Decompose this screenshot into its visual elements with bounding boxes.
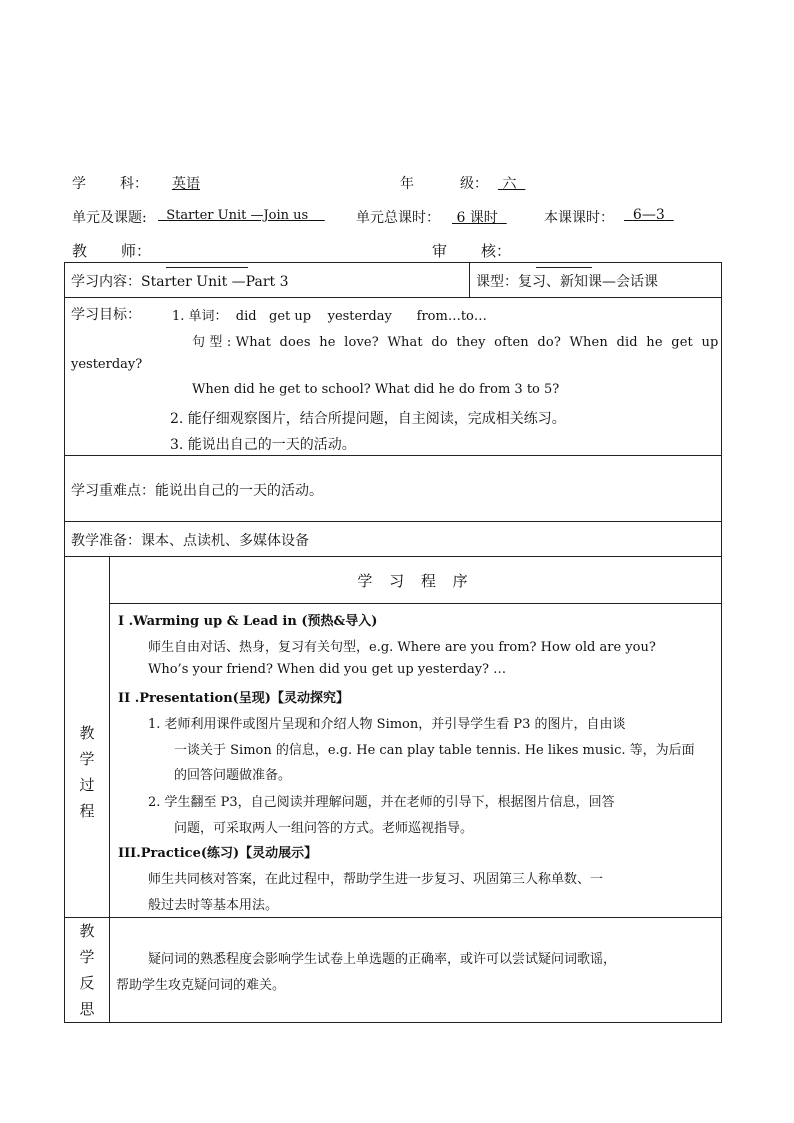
reflection-line-1: 疑问词的熟悉程度会影响学生试卷上单选题的正确率，或许可以尝试疑问词歌谣， (148, 952, 617, 967)
section-3-line-1: 师生共同核对答案，在此过程中，帮助学生进一步复习、巩固第三人称单数、一 (148, 872, 604, 887)
goal-1: 1. 单词： did get up yesterday from…to… (172, 309, 487, 324)
section-3-title: III.Practice(练习)【灵动展示】 (118, 846, 318, 861)
goals-label: 学习目标： (71, 307, 141, 323)
grade-label: 年 级： (400, 176, 488, 192)
key-points-cell (65, 456, 722, 522)
lesson-value: 6—3 (632, 207, 665, 223)
reflection-body-cell (110, 918, 722, 1023)
goal-2: 2. 能仔细观察图片，结合所提问题，自主阅读，完成相关练习。 (170, 411, 566, 427)
unit-total-value: 6 课时 (456, 210, 498, 226)
type-cell (470, 263, 722, 298)
key-points: 学习重难点：能说出自己的一天的活动。 (71, 483, 323, 499)
subject-value: 英语 (172, 176, 200, 192)
reflection-line-2: 帮助学生攻克疑问词的难关。 (116, 978, 286, 993)
goal-3: 3. 能说出自己的一天的活动。 (170, 437, 356, 453)
reflection-side-label: 教 学 反 思 (79, 922, 95, 1018)
section-3-line-2: 般过去时等基本用法。 (148, 898, 279, 913)
reflection-side-cell (65, 918, 110, 1023)
process-side-cell (65, 557, 110, 918)
lesson-type: 课型：复习、新知课—会话课 (476, 274, 658, 290)
section-2-title: II .Presentation(呈现)【灵动探究】 (118, 691, 349, 706)
teaching-prep: 教学准备：课本、点读机、多媒体设备 (71, 533, 309, 549)
section-1-line-1: 师生自由对话、热身，复习有关句型，e.g. Where are you from? How old are you? (148, 640, 656, 655)
learning-content: 学习内容：Starter Unit —Part 3 (71, 274, 289, 290)
subject-label: 学 科： (72, 176, 148, 192)
section-2-p1-line-2: 一谈关于 Simon 的信息，e.g. He can play table tennis. He likes music. 等，为后面 (174, 743, 695, 758)
process-header-cell (110, 557, 722, 604)
teacher-label: 教 师： (72, 242, 152, 260)
lesson-plan-table (64, 262, 722, 1023)
goal-1-patterns: 句 型 : What does he love? What do they often do? When did he get up (192, 335, 719, 350)
section-2-p2-line-2: 问题，可采取两人一组问答的方式。老师巡视指导。 (174, 821, 474, 836)
prep-cell (65, 522, 722, 557)
process-header: 学 习 程 序 (357, 571, 474, 590)
section-1-title: I .Warming up & Lead in (预热&导入) (118, 614, 378, 629)
unit-label: 单元及课题: (72, 210, 147, 226)
content-cell (65, 263, 470, 298)
section-2-p1-line-3: 的回答问题做准备。 (174, 768, 292, 783)
unit-value: Starter Unit —Join us (166, 208, 309, 223)
process-body-cell (110, 604, 722, 918)
unit-total-label: 单元总课时： (356, 210, 440, 226)
lesson-label: 本课课时： (544, 210, 614, 226)
goals-cell (65, 298, 722, 456)
goal-1-patterns-cont: yesterday? (71, 357, 143, 372)
process-side-label: 教 学 过 程 (79, 724, 95, 820)
section-2-p2-line-1: 2. 学生翻至 P3，自己阅读并理解问题，并在老师的引导下，根据图片信息，回答 (148, 795, 615, 810)
grade-value: 六 (502, 176, 517, 192)
review-label: 审 核： (432, 242, 512, 260)
goal-1-patterns-2: When did he get to school? What did he do from 3 to 5? (192, 382, 560, 397)
section-1-line-2: Who’s your friend? When did you get up yesterday? … (148, 662, 507, 677)
section-2-p1-line-1: 1. 老师利用课件或图片呈现和介绍人物 Simon，并引导学生看 P3 的图片，自由谈 (148, 717, 626, 732)
